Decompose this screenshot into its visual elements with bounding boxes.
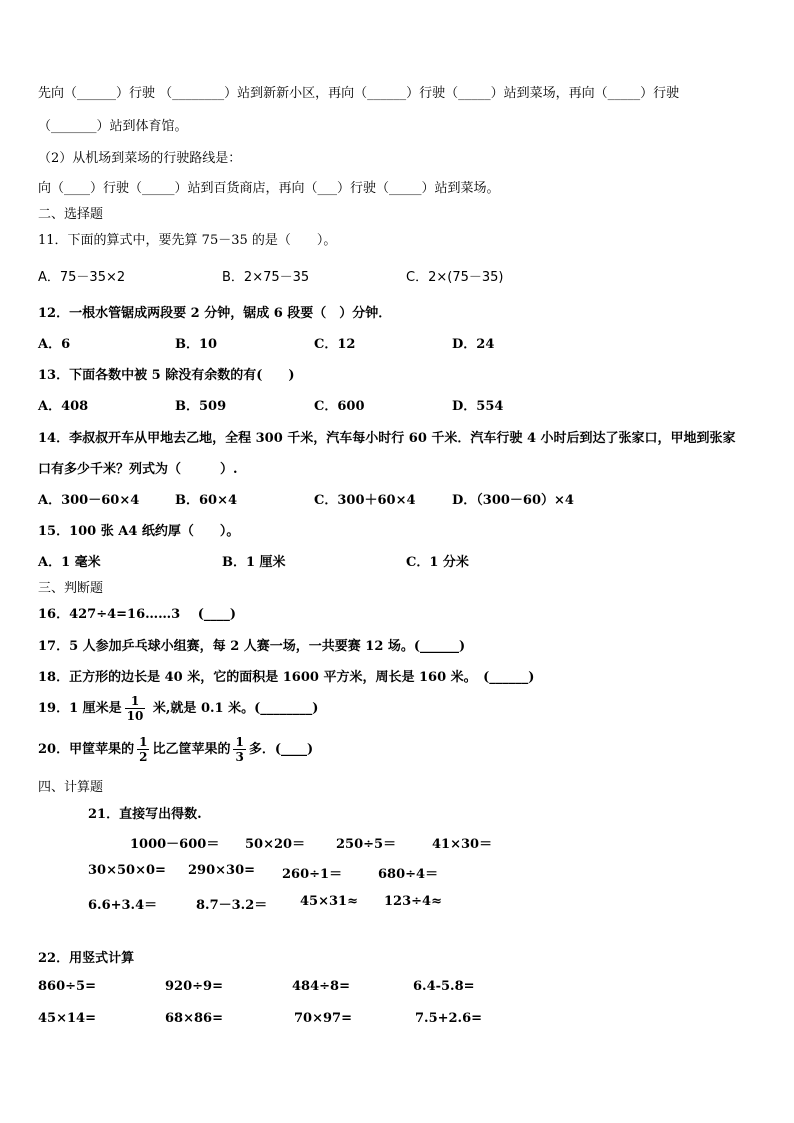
question-19 (38, 694, 318, 723)
mental-math-item: 45×31≈ (300, 894, 358, 909)
fraction-one-half (137, 735, 149, 764)
fraction-denominator: 2 (139, 750, 148, 764)
question-20-middle: 比乙筐苹果的 (152, 742, 231, 757)
vertical-calc-item: 70×97= (294, 1011, 352, 1026)
question-15-option-b: B．1 厘米 (222, 555, 286, 570)
vertical-calc-item: 484÷8= (292, 979, 350, 994)
question-12-option-c: C．12 (314, 337, 356, 352)
question-15-option-c: C．1 分米 (406, 555, 469, 570)
vertical-calc-item: 45×14= (38, 1011, 96, 1026)
section-heading-judgement: 三、判断题 (38, 581, 104, 596)
mental-math-item: 30×50×0= (88, 863, 166, 878)
question-14-option-a: A．300－60×4 (38, 493, 140, 508)
question-13-option-d: D．554 (452, 399, 504, 414)
route-line-2: （_______）站到体育馆。 (38, 119, 188, 134)
question-15-option-a: A．1 毫米 (38, 555, 101, 570)
question-13-stem: 13．下面各数中被 5 除没有余数的有( ) (38, 368, 295, 383)
mental-math-item: 8.7－3.2＝ (196, 898, 268, 913)
mental-math-item: 1000－600＝ (130, 837, 220, 852)
question-20 (38, 735, 313, 764)
question-19-prefix: 19．1 厘米是 (38, 701, 122, 716)
question-13-option-a: A．408 (38, 399, 89, 414)
vertical-calc-item: 68×86= (165, 1011, 223, 1026)
question-14-line-2: 口有多少千米？列式为（ ）. (38, 462, 238, 477)
question-12-option-d: D．24 (452, 337, 495, 352)
fraction-numerator: 1 (125, 694, 146, 709)
mental-math-item: 41×30＝ (432, 837, 493, 852)
section-heading-calculation: 四、计算题 (38, 780, 104, 795)
question-14-option-b: B．60×4 (175, 493, 238, 508)
route-line-1: 先向（______）行驶 （________）站到新新小区，再向（______）行驶（_____）站到菜场，再向（_____）行驶 (38, 86, 680, 101)
fraction-one-third (233, 735, 245, 764)
question-15-stem: 15．100 张 A4 纸约厚（ ）。 (38, 524, 240, 539)
question-12-option-b: B．10 (175, 337, 218, 352)
vertical-calc-item: 860÷5= (38, 979, 96, 994)
mental-math-item: 680÷4＝ (378, 867, 439, 882)
fraction-numerator: 1 (139, 735, 148, 749)
mental-math-item: 260÷1＝ (282, 867, 343, 882)
fraction-denominator: 10 (126, 709, 144, 723)
question-11-option-b: B．2×75－35 (222, 270, 310, 285)
question-18: 18．正方形的边长是 40 米，它的面积是 1600 平方米，周长是 160 米。 (______) (38, 670, 535, 685)
question-14-option-c: C．300＋60×4 (314, 493, 416, 508)
question-13-option-b: B．509 (175, 399, 227, 414)
question-13-option-c: C．600 (314, 399, 365, 414)
question-17: 17．5 人参加乒乓球小组赛，每 2 人赛一场，一共要赛 12 场。(______) (38, 639, 466, 654)
vertical-calc-item: 7.5+2.6= (415, 1011, 483, 1026)
question-12-stem: 12．一根水管锯成两段要 2 分钟，锯成 6 段要（ ）分钟． (38, 306, 392, 321)
vertical-calc-item: 6.4-5.8= (413, 979, 475, 994)
question-22-title: 22．用竖式计算 (38, 951, 135, 966)
question-21-title: 21．直接写出得数. (88, 807, 202, 822)
fraction-numerator: 1 (235, 735, 244, 749)
mental-math-item: 6.6+3.4＝ (88, 898, 158, 913)
question-20-prefix: 20．甲筐苹果的 (38, 742, 135, 757)
route-subquestion-2-title: （2）从机场到菜场的行驶路线是： (38, 151, 242, 166)
question-20-suffix: 多．(____) (248, 742, 314, 757)
fraction-denominator: 3 (235, 750, 244, 764)
fraction-one-tenth (125, 694, 146, 723)
route-subquestion-2-line: 向（____）行驶（_____）站到百货商店，再向（___）行驶（_____）站到菜场。 (38, 181, 500, 196)
mental-math-item: 123÷4≈ (384, 894, 442, 909)
question-14-line-1: 14．李叔叔开车从甲地去乙地，全程 300 千米，汽车每小时行 60 千米．汽车行驶 4 小时后到达了张家口，甲地到张家 (38, 431, 736, 446)
mental-math-item: 50×20＝ (245, 837, 306, 852)
question-11-option-a: A．75－35×2 (38, 270, 126, 285)
question-11-option-c: C．2×(75－35) (406, 270, 504, 285)
question-16: 16．427÷4=16……3 (____) (38, 607, 237, 622)
mental-math-item: 250÷5＝ (336, 837, 397, 852)
question-19-suffix: 米,就是 0.1 米。(________) (148, 701, 319, 716)
question-12-option-a: A．6 (38, 337, 71, 352)
mental-math-item: 290×30= (188, 863, 256, 878)
question-14-option-d: D．（300－60）×4 (452, 493, 574, 508)
vertical-calc-item: 920÷9= (165, 979, 223, 994)
section-heading-choice: 二、选择题 (38, 207, 104, 222)
question-11-stem: 11．下面的算式中，要先算 75－35 的是（ ）。 (38, 233, 337, 248)
